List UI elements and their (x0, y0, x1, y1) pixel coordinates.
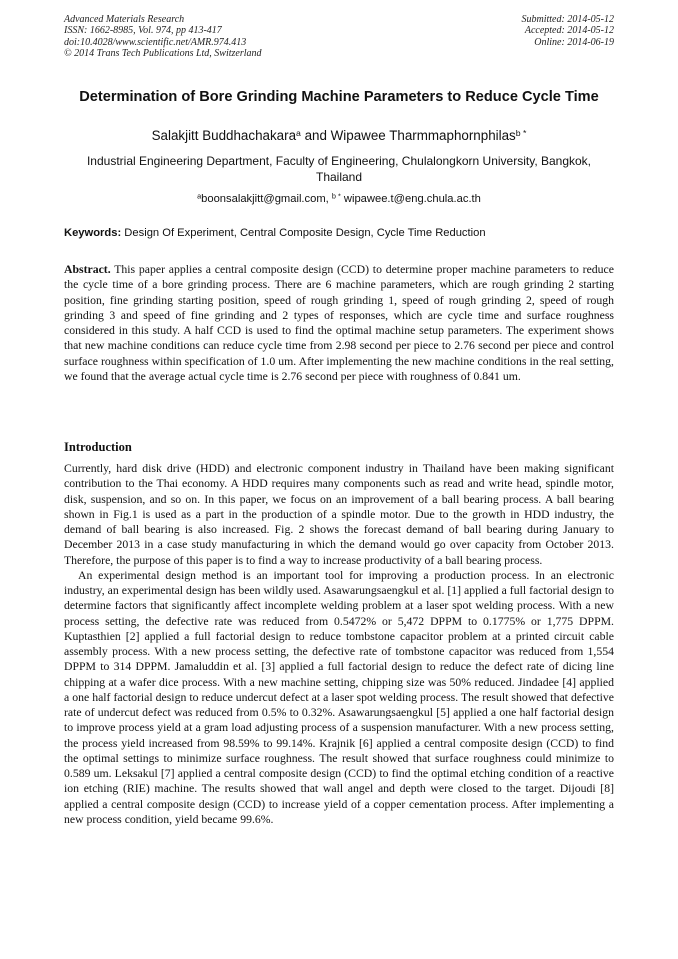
journal-issn: ISSN: 1662-8985, Vol. 974, pp 413-417 (64, 25, 222, 37)
keywords (64, 226, 614, 241)
introduction-paragraph-2: An experimental design method is an important tool for improving a production process. In an electronic industry, an experimental design has been wildly used. Asawarungsaengkul et al. [1] applied a full factorial design to determine factors that significantly affect incomplete welding problem at a laser spot welding process. With a new process setting, the defective rate was reduced from 0.5472% or 5,472 DPPM to 0.1775% or 1,775 DPPM. Kuptasthien [2] applied a full factorial design to reduce tombstone capacitor problem at a printed circuit cable assembly process. With a new process setting, the defective rate of tombstone capacitor was reduced from 1,554 DPPM to 314 DPPM. Jamaluddin et al. [3] applied a full factorial design to reduce the defect rate of dicing line chipping at a wafer dice process. With a new machine setting, chipping size was 50% reduced. Jindadee [4] applied a one half factorial design to reduce undercut defect at a laser spot welding process. The result showed that defective rate of undercut defect was reduced from 0.5% to 0.32%. Asawarungsaengkul [5] applied a one half factorial design to improve process yield at a gram load adjusting process of a suspension manufacturer. With a new process setting, the process yield increased from 98.59% to 99.14%. Krajnik [6] applied a central composite design (CCD) to find the optimal settings to minimize surface roughness. The result showed that surface roughness could minimize to 0.589 um. Leksakul [7] applied a central composite design (CCD) to find the optimal etching condition of a reactive ion etching (RIE) machine. The results showed that wall angel and depth were closed to the target. Dijoudi [8] applied a central composite design (CCD) to increase yield of a copper cementation process. After implementing a new process condition, yield became 99.6%. (64, 568, 614, 826)
author-2-name: and Wipawee Tharmmaphornphilas (300, 128, 516, 143)
keywords-label: Keywords: (64, 227, 122, 239)
submitted-date: Submitted: 2014-05-12 (521, 14, 614, 25)
email-1-superscript: a (197, 191, 202, 201)
journal-copyright: © 2014 Trans Tech Publications Ltd, Switzerland (64, 47, 262, 59)
journal-header-right (522, 14, 615, 48)
email-line (64, 192, 614, 207)
journal-doi: doi:10.4028/www.scientific.net/AMR.974.413 (64, 36, 247, 48)
author-1-name: Salakjitt Buddhachakara (151, 128, 297, 143)
email-2-superscript: b * (331, 191, 341, 201)
keywords-text: Design Of Experiment, Central Composite Design, Cycle Time Reduction (121, 227, 486, 239)
abstract-text: This paper applies a central composite design (CCD) to determine proper machine parameters to reduce the cycle time of a bore grinding process. There are 6 machine parameters, which are rough grinding 2 starting position, fine grinding starting position, speed of rough grinding 1, speed of rough grinding 2, speed of rough grinding 3 and speed of fine grinding and 2 types of responses, which are cycle time and surface roughness considered in this study. A half CCD is used to find the optimal machine setup parameters. The experiment shows that new machine conditions can reduce cycle time from 2.98 second per piece to 2.76 second per piece and control surface roughness within specification of 1.0 um. After implementing the new machine conditions in the real setting, we found that the average actual cycle time is 2.76 second per piece with roughness of 0.841 um. (64, 263, 614, 383)
paper-title: Determination of Bore Grinding Machine Parameters to Reduce Cycle Time (79, 89, 599, 105)
author-2-superscript: b * (515, 128, 527, 139)
abstract-label: Abstract. (64, 263, 111, 276)
introduction-heading: Introduction (64, 440, 132, 454)
author-line (64, 127, 614, 145)
affiliation: Industrial Engineering Department, Faculty of Engineering, Chulalongkorn University, Bangkok, Thailand (86, 154, 592, 184)
online-date: Online: 2014-06-19 (534, 36, 614, 48)
author-1-superscript: a (296, 128, 301, 139)
accepted-date: Accepted: 2014-05-12 (524, 25, 614, 37)
journal-name: Advanced Materials Research (64, 14, 185, 25)
abstract (64, 262, 614, 384)
journal-header-left (64, 14, 262, 59)
email-1: boonsalakjitt@gmail.com, (201, 193, 332, 205)
email-2: wipawee.t@eng.chula.ac.th (340, 193, 481, 205)
introduction-paragraph-1: Currently, hard disk drive (HDD) and electronic component industry in Thailand have been making significant contribution to the Thai economy. A HDD requires many components such as read and write head, spindle motor, disk, suspension, and so on. In this paper, we focus on an improvement of a ball bearing process. A ball bearing shown in Fig.1 is used as a part in the production of a spindle motor. Due to the growth in HDD industry, the demand of ball bearing is also increased. Fig. 2 shows the forecast demand of ball bearing during January to December 2013 in a case study manufacturing in which the demand would go over capacity from October 2013. Therefore, the purpose of this paper is to find a way to increase productivity of a ball bearing process. (64, 462, 614, 567)
introduction-body (64, 461, 614, 827)
